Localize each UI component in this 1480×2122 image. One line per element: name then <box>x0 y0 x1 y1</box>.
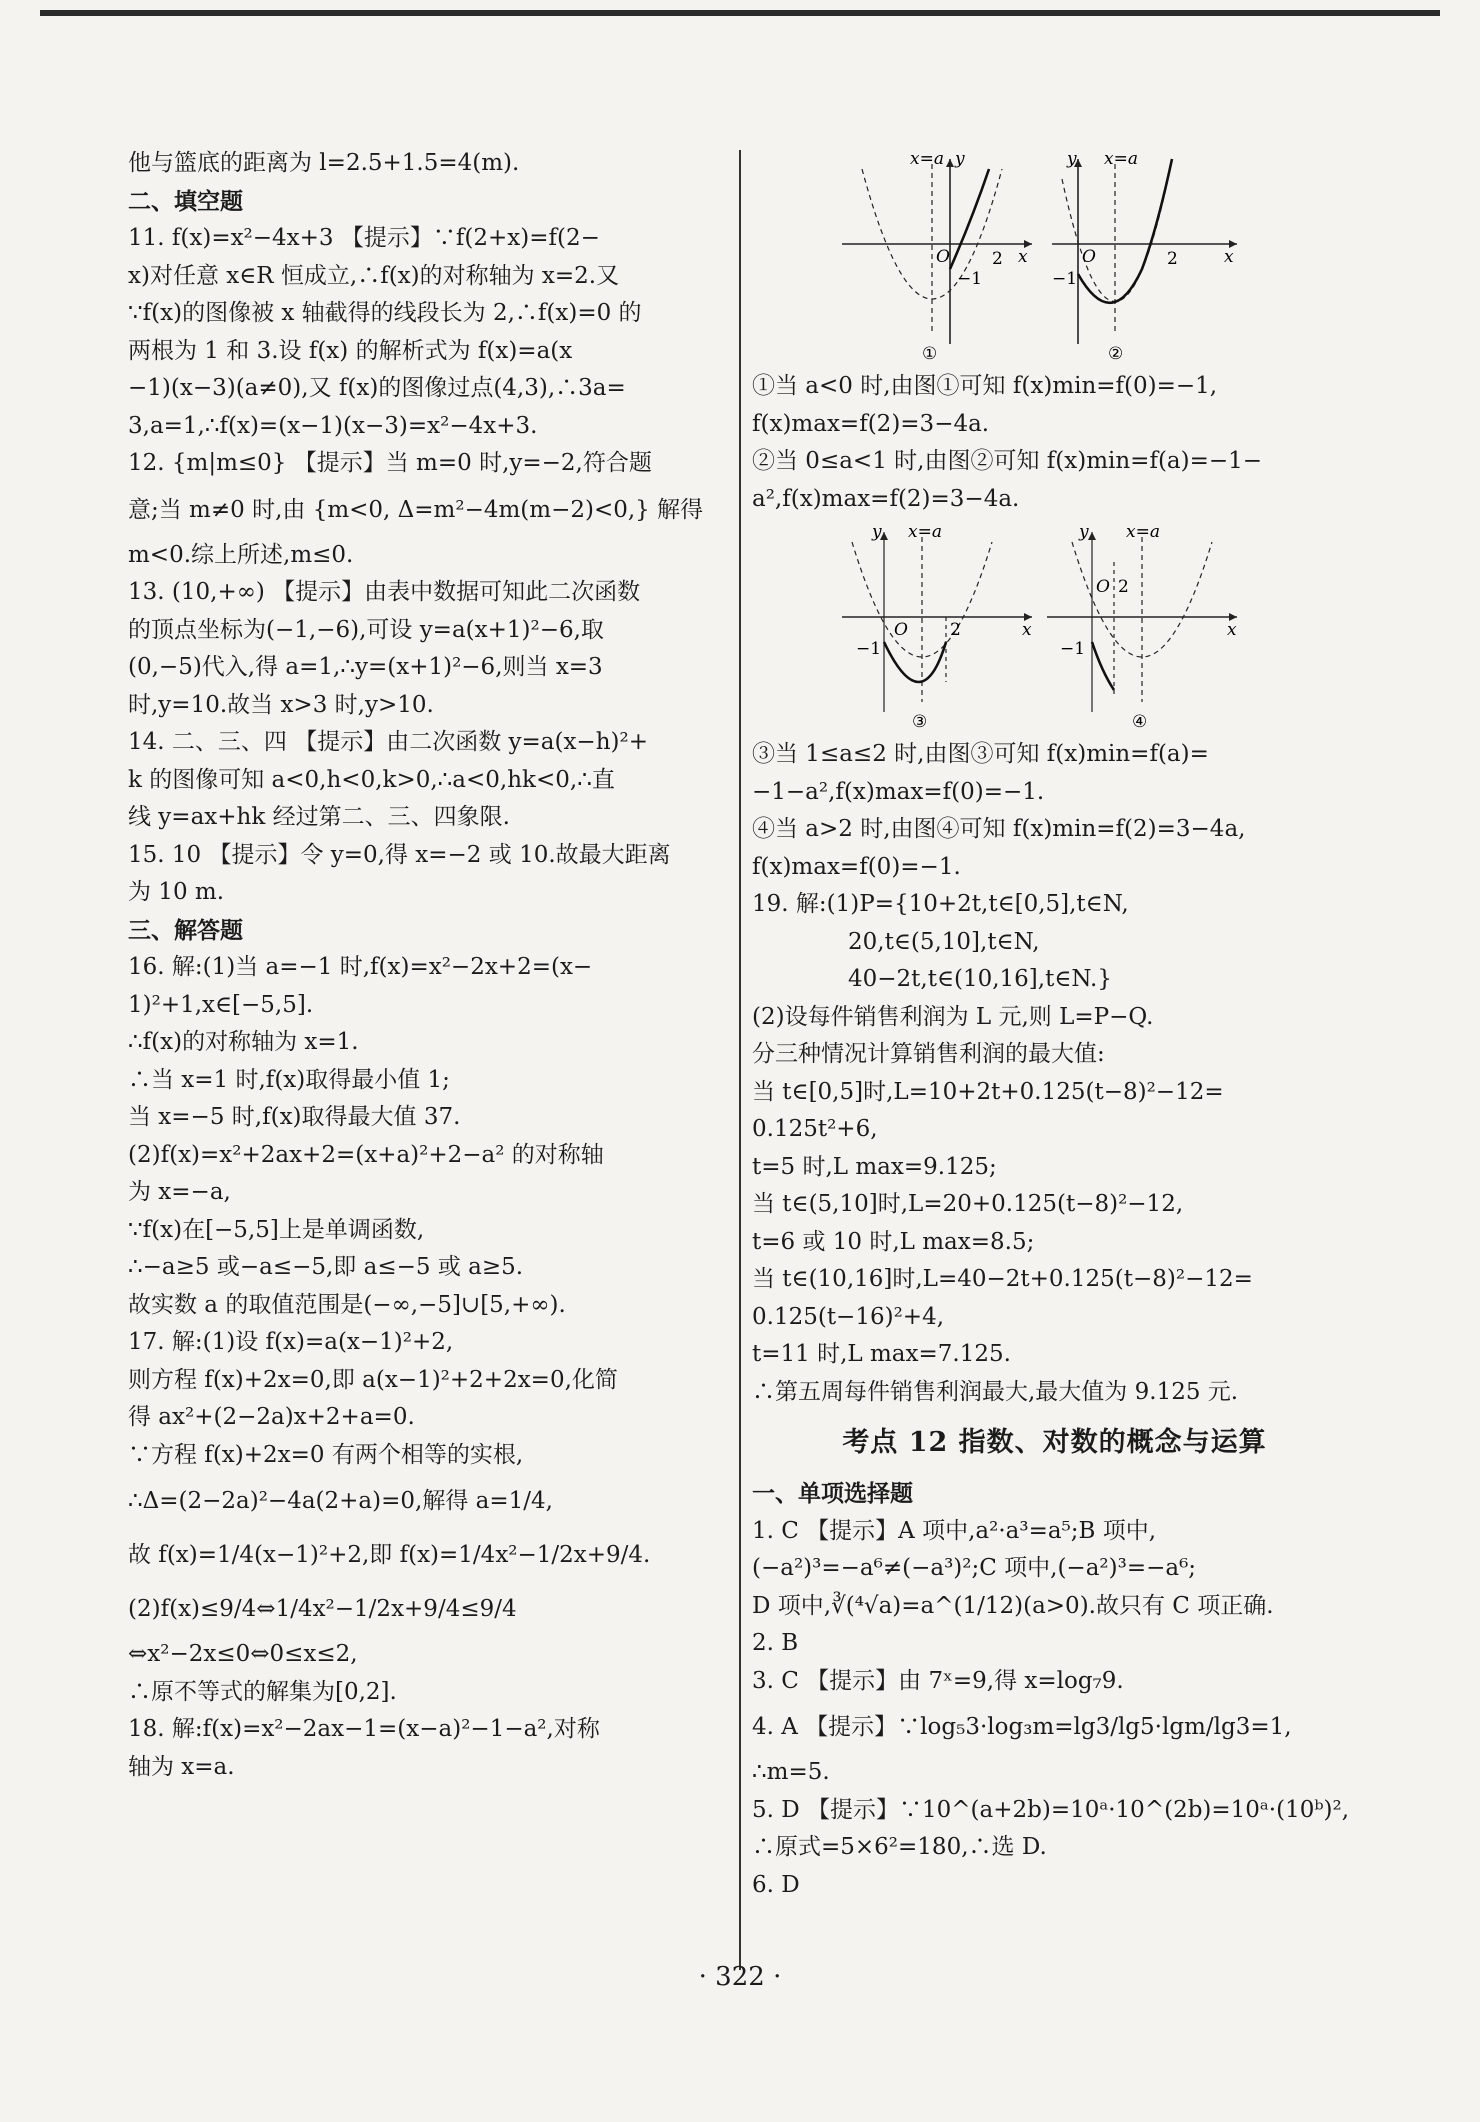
text-line: 18. 解:f(x)=x²−2ax−1=(x−a)²−1−a²,对称 <box>128 1716 600 1742</box>
svg-text:x: x <box>1227 620 1237 640</box>
text-line: D 项中,∛(⁴√a)=a^(1/12)(a>0).故只有 C 项正确. <box>752 1592 1274 1619</box>
right-column <box>752 145 1357 1904</box>
text-line: ∴m=5. <box>752 1759 830 1785</box>
svg-text:x=a: x=a <box>1126 522 1160 542</box>
svg-text:−1: −1 <box>957 269 983 289</box>
text-line: 20,t∈(5,10],t∈N, <box>848 928 1040 955</box>
text-line: t=11 时,L max=7.125. <box>752 1341 1011 1367</box>
text-line: ④当 a>2 时,由图④可知 f(x)min=f(2)=3−4a, <box>752 816 1246 842</box>
text-line: ∴原式=5×6²=180,∴选 D. <box>752 1834 1047 1860</box>
text-line: 4. A 【提示】∵log₅3·log₃m=lg3/lg5·lgm/lg3=1, <box>752 1714 1292 1740</box>
text-line: t=5 时,L max=9.125; <box>752 1153 997 1180</box>
svg-text:①: ① <box>922 344 938 364</box>
column-divider <box>739 150 741 1970</box>
text-line: 1)²+1,x∈[−5,5]. <box>128 991 314 1018</box>
text-line: 的顶点坐标为(−1,−6),可设 y=a(x+1)²−6,取 <box>128 616 604 643</box>
svg-text:y: y <box>872 522 882 542</box>
section-title: 考点 12 指数、对数的概念与运算 <box>842 1427 1267 1458</box>
text-line: ∴原不等式的解集为[0,2]. <box>128 1678 397 1705</box>
text-line: (0,−5)代入,得 a=1,∴y=(x+1)²−6,则当 x=3 <box>128 654 603 680</box>
svg-text:O: O <box>936 247 950 267</box>
svg-text:x=a: x=a <box>1104 149 1138 169</box>
text-line: 2. B <box>752 1630 799 1656</box>
left-column <box>128 145 728 1786</box>
text-line: 12. {m|m≤0} 【提示】当 m=0 时,y=−2,符合题 <box>128 450 652 476</box>
text-line: 得 ax²+(2−2a)x+2+a=0. <box>128 1404 415 1430</box>
svg-text:O: O <box>1082 247 1096 267</box>
text-line: 故 f(x)=1/4(x−1)²+2,即 f(x)=1/4x²−1/2x+9/4. <box>128 1542 651 1568</box>
text-line: 1. C 【提示】A 项中,a²·a³=a⁵;B 项中, <box>752 1517 1157 1544</box>
text-line: k 的图像可知 a<0,h<0,k>0,∴a<0,hk<0,∴直 <box>128 766 615 793</box>
svg-text:x: x <box>1022 620 1032 640</box>
svg-text:O: O <box>894 620 908 640</box>
svg-text:2: 2 <box>950 620 961 640</box>
text-line: (2)f(x)=x²+2ax+2=(x+a)²+2−a² 的对称轴 <box>128 1141 604 1168</box>
text-line: 则方程 f(x)+2x=0,即 a(x−1)²+2+2x=0,化简 <box>128 1366 618 1393</box>
text-line: ③当 1≤a≤2 时,由图③可知 f(x)min=f(a)= <box>752 741 1209 767</box>
text-line: ①当 a<0 时,由图①可知 f(x)min=f(0)=−1, <box>752 373 1218 399</box>
text-line: (2)f(x)≤9/4⇔1/4x²−1/2x+9/4≤9/4 <box>128 1596 517 1622</box>
text-line: 40−2t,t∈(10,16],t∈N.} <box>848 966 1112 992</box>
text-line: ∵f(x)在[−5,5]上是单调函数, <box>128 1216 425 1243</box>
svg-text:2: 2 <box>992 249 1003 269</box>
text-line: t=6 或 10 时,L max=8.5; <box>752 1228 1035 1255</box>
text-line: f(x)max=f(0)=−1. <box>752 853 961 880</box>
text-line: 线 y=ax+hk 经过第二、三、四象限. <box>128 804 510 830</box>
svg-text:−1: −1 <box>1060 639 1086 659</box>
svg-text:x=a: x=a <box>908 522 942 542</box>
parabola-figures-1-2 <box>842 149 1242 364</box>
text-line: 11. f(x)=x²−4x+3 【提示】∵f(2+x)=f(2− <box>128 225 600 251</box>
text-line: (−a²)³=−a⁶≠(−a³)²;C 项中,(−a²)³=−a⁶; <box>752 1555 1197 1581</box>
text-line: −1−a²,f(x)max=f(0)=−1. <box>752 778 1045 805</box>
text-line: 19. 解:(1)P={10+2t,t∈[0,5],t∈N, <box>752 891 1129 917</box>
text-line: 6. D <box>752 1871 800 1898</box>
section-heading: 三、解答题 <box>128 916 243 944</box>
text-line: ∵f(x)的图像被 x 轴截得的线段长为 2,∴f(x)=0 的 <box>128 300 642 326</box>
text-line: 当 t∈[0,5]时,L=10+2t+0.125(t−8)²−12= <box>752 1078 1224 1105</box>
section-heading: 二、填空题 <box>128 187 243 215</box>
svg-text:y: y <box>955 149 965 169</box>
text-line: ②当 0≤a<1 时,由图②可知 f(x)min=f(a)=−1− <box>752 448 1263 474</box>
svg-text:y: y <box>1067 149 1077 169</box>
text-line: f(x)max=f(2)=3−4a. <box>752 410 990 437</box>
text-line: ∴−a≥5 或−a≤−5,即 a≤−5 或 a≥5. <box>128 1254 524 1280</box>
text-line: 两根为 1 和 3.设 f(x) 的解析式为 f(x)=a(x <box>128 337 573 364</box>
text-line: 5. D 【提示】∵10^(a+2b)=10ᵃ·10^(2b)=10ᵃ·(10ᵇ)², <box>752 1796 1350 1823</box>
text-line: 轴为 x=a. <box>128 1753 235 1780</box>
text-line: 时,y=10.故当 x>3 时,y>10. <box>128 691 434 718</box>
text-line: 3,a=1,∴f(x)=(x−1)(x−3)=x²−4x+3. <box>128 412 538 439</box>
top-rule <box>40 10 1440 16</box>
svg-text:−1: −1 <box>856 639 882 659</box>
parabola-figures-3-4 <box>842 522 1242 732</box>
text-line: ∴Δ=(2−2a)²−4a(2+a)=0,解得 a=1/4, <box>128 1488 553 1514</box>
svg-text:④: ④ <box>1132 712 1148 732</box>
text-line: 为 x=−a, <box>128 1179 231 1205</box>
text-line: 当 t∈(5,10]时,L=20+0.125(t−8)²−12, <box>752 1191 1184 1217</box>
svg-text:x: x <box>1224 247 1234 267</box>
text-line: ∴f(x)的对称轴为 x=1. <box>128 1029 359 1055</box>
svg-text:y: y <box>1079 522 1089 542</box>
text-line: m<0.综上所述,m≤0. <box>128 541 354 568</box>
text-line: ∴当 x=1 时,f(x)取得最小值 1; <box>128 1066 450 1093</box>
graph-4 <box>1047 522 1237 732</box>
text-line: 13. (10,+∞) 【提示】由表中数据可知此二次函数 <box>128 579 641 605</box>
text-line: 17. 解:(1)设 f(x)=a(x−1)²+2, <box>128 1329 454 1355</box>
svg-text:2: 2 <box>1167 249 1178 269</box>
graph-2 <box>1052 149 1237 364</box>
svg-text:x: x <box>1018 247 1028 267</box>
text-line: ∴第五周每件销售利润最大,最大值为 9.125 元. <box>752 1378 1239 1405</box>
text-line: 意;当 m≠0 时,由 {m<0, Δ=m²−4m(m−2)<0,} 解得 <box>128 496 704 523</box>
graph-1 <box>842 149 1032 364</box>
text-line: (2)设每件销售利润为 L 元,则 L=P−Q. <box>752 1003 1154 1030</box>
text-line: 16. 解:(1)当 a=−1 时,f(x)=x²−2x+2=(x− <box>128 954 593 980</box>
text-line: 故实数 a 的取值范围是(−∞,−5]∪[5,+∞). <box>128 1291 566 1318</box>
text-line: 0.125(t−16)²+4, <box>752 1303 945 1330</box>
text-line: 为 10 m. <box>128 879 225 905</box>
svg-text:2: 2 <box>1118 577 1129 597</box>
text-line: x)对任意 x∈R 恒成立,∴f(x)的对称轴为 x=2.又 <box>128 262 620 289</box>
text-line: a²,f(x)max=f(2)=3−4a. <box>752 485 1020 512</box>
section-heading: 一、单项选择题 <box>752 1480 913 1507</box>
page-number: · 322 · <box>698 1962 782 1992</box>
text-line: 0.125t²+6, <box>752 1116 878 1142</box>
text-line: −1)(x−3)(a≠0),又 f(x)的图像过点(4,3),∴3a= <box>128 375 626 401</box>
graph-3 <box>842 522 1032 732</box>
text-line: 3. C 【提示】由 7ˣ=9,得 x=log₇9. <box>752 1667 1124 1694</box>
svg-text:x=a: x=a <box>910 149 944 169</box>
svg-text:−1: −1 <box>1052 269 1078 289</box>
text-line: 分三种情况计算销售利润的最大值: <box>752 1041 1105 1067</box>
text-line: ∵方程 f(x)+2x=0 有两个相等的实根, <box>128 1441 524 1468</box>
text-line: 他与篮底的距离为 l=2.5+1.5=4(m). <box>128 150 520 176</box>
text-line: 当 x=−5 时,f(x)取得最大值 37. <box>128 1104 461 1130</box>
text-line: 15. 10 【提示】令 y=0,得 x=−2 或 10.故最大距离 <box>128 841 671 868</box>
text-line: ⇔x²−2x≤0⇔0≤x≤2, <box>128 1641 358 1667</box>
svg-text:O: O <box>1096 577 1110 597</box>
svg-text:③: ③ <box>912 712 928 732</box>
text-line: 当 t∈(10,16]时,L=40−2t+0.125(t−8)²−12= <box>752 1266 1253 1292</box>
text-line: 14. 二、三、四 【提示】由二次函数 y=a(x−h)²+ <box>128 729 648 755</box>
svg-text:②: ② <box>1108 344 1124 364</box>
